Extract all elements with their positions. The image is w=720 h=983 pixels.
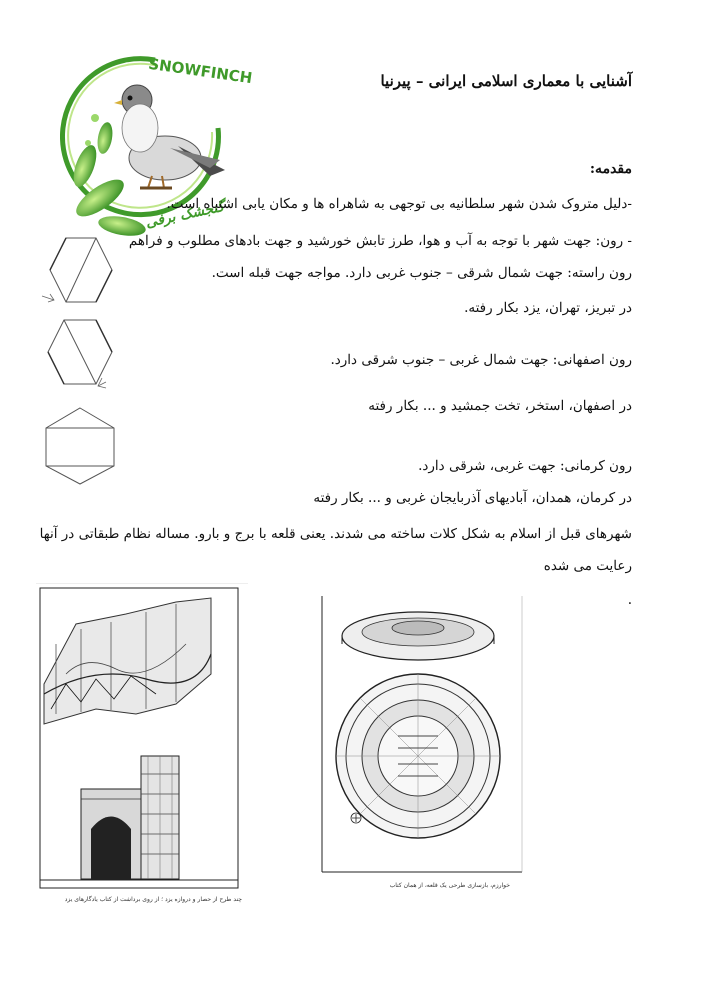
text-line: در اصفهان، استخر، تخت جمشید و ... بکار رفته [368, 398, 632, 414]
figure-yazd-walls [36, 583, 248, 908]
logo-tagline: گنجشک برفی [144, 198, 226, 232]
figure-khwarazm-fort [320, 596, 524, 896]
text-line: - رون: جهت شهر با توجه به آب و هوا، طرز تابش خورشید و جهت بادهای مطلوب و فراهم [128, 233, 632, 249]
text-line: رون اصفهانی: جهت شمال غربی – جنوب شرقی دارد. [330, 352, 632, 368]
hexagon-sketch-esfahani [40, 316, 120, 390]
hexagon-sketch-kermani [40, 404, 120, 488]
text-line: در تبریز، تهران، یزد بکار رفته. [464, 300, 632, 316]
text-line: در کرمان، همدان، آبادیهای آذربایجان غربی و ... بکار رفته [313, 490, 632, 506]
text-line: شهرهای قبل از اسلام به شکل کلات ساخته می شدند. یعنی قلعه با برج و بارو. مساله نظام طبقاتی در آنها [39, 526, 632, 542]
figure-caption-left: چند طرح از حصار و دروازه یزد ؛ از روی برداشت از کتاب یادگارهای یزد [64, 896, 242, 903]
khwarazm-fort-drawing [320, 596, 524, 878]
text-line: . [627, 592, 632, 608]
text-line: رون کرمانی: جهت غربی، شرقی دارد. [418, 458, 632, 474]
text-line: -دلیل متروک شدن شهر سلطانیه بی توجهی به شاهراه ها و مکان یابی اشتباه است. [166, 196, 632, 212]
snowfinch-logo [60, 48, 260, 253]
logo-brand: SNOWFINCH [147, 54, 254, 88]
text-line: رون راسته: جهت شمال شرقی – جنوب غربی دارد. مواجه جهت قبله است. [211, 265, 632, 281]
document-title: آشنایی با معماری اسلامی ایرانی – پیرنیا [380, 72, 632, 90]
text-line: رعایت می شده [543, 558, 632, 574]
section-heading: مقدمه: [589, 161, 632, 177]
hexagon-sketch-rastah [38, 234, 118, 306]
yazd-walls-drawing [36, 584, 248, 896]
figure-caption-right: خوارزم، بازسازی طرحی یک قلعه، از همان کتاب [389, 882, 510, 889]
